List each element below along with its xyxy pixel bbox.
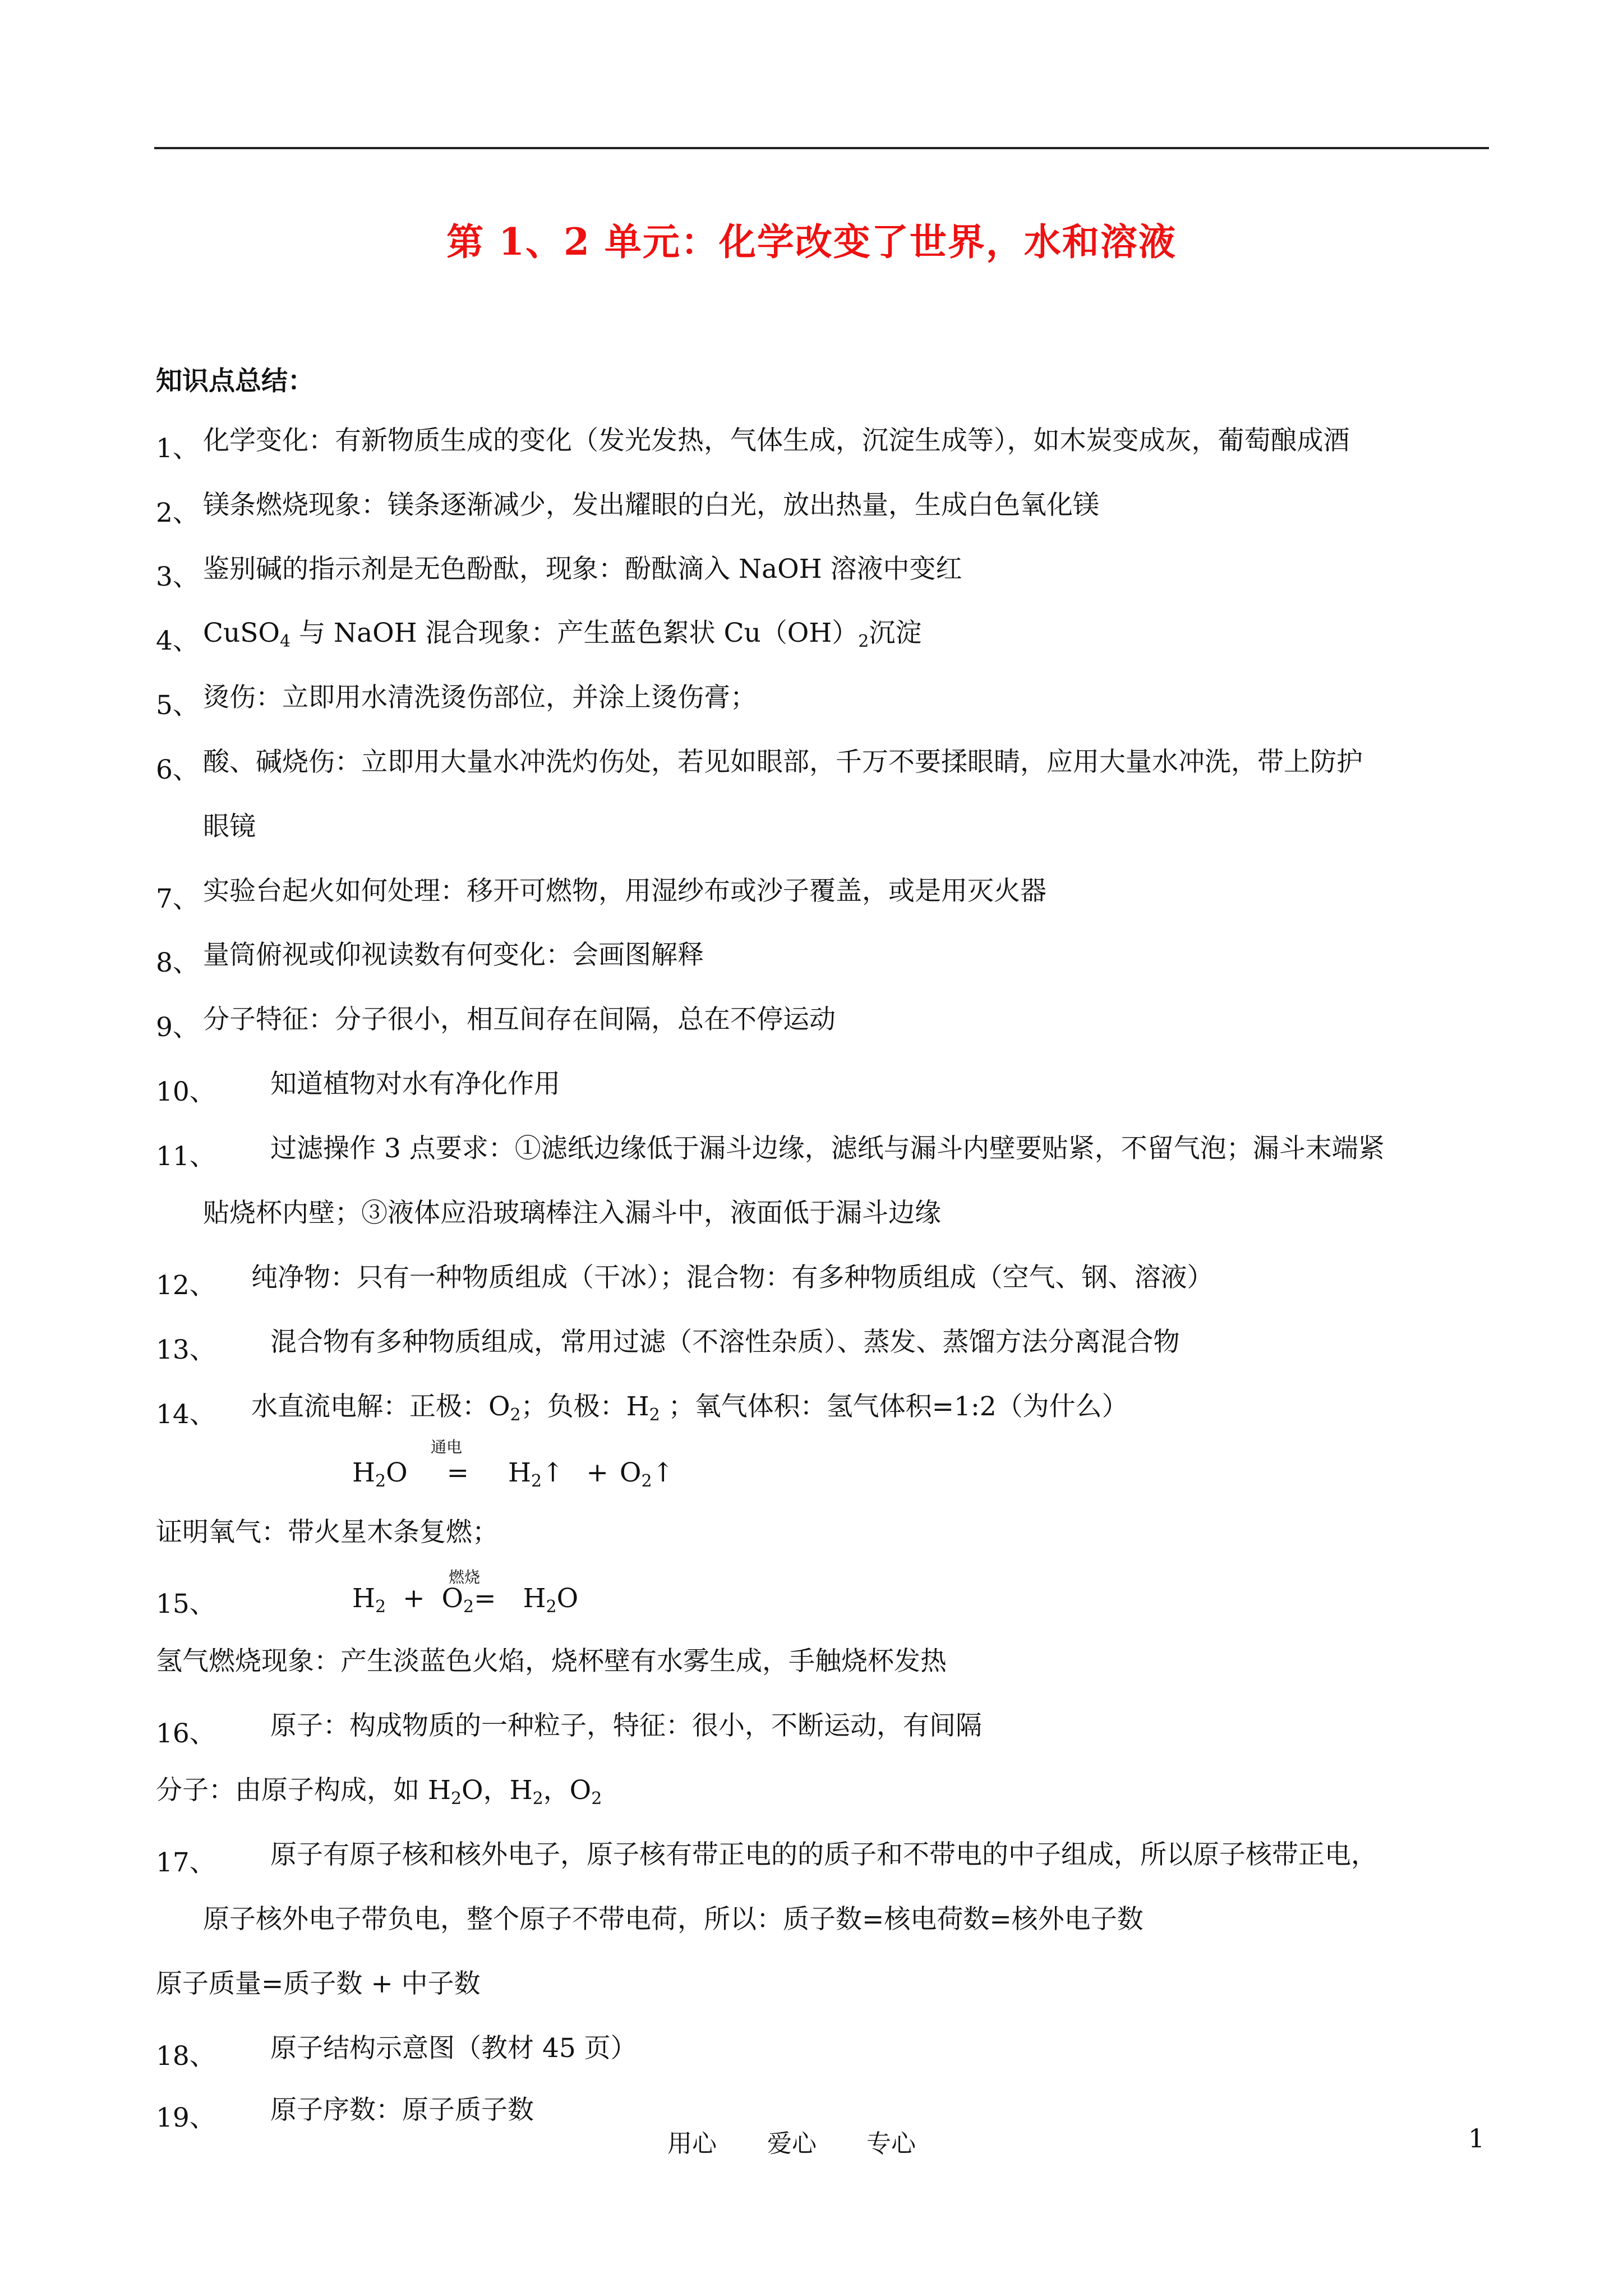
- item-text: 知道植物对水有净化作用: [270, 1069, 560, 1099]
- formula-text: O: [619, 1457, 642, 1488]
- formula-text: 分子：由原子构成，如 H: [156, 1775, 451, 1806]
- item-number: 3、: [156, 562, 199, 592]
- subscript: 2: [858, 632, 869, 651]
- item-text: 烫伤：立即用水清洗烫伤部位，并涂上烫伤膏；: [203, 682, 757, 713]
- note-atomic-mass: 原子质量=质子数 + 中子数: [156, 1968, 481, 1999]
- item-number: 17、: [156, 1847, 216, 1878]
- equals-sign: =: [474, 1583, 496, 1614]
- subscript: 2: [375, 1471, 386, 1491]
- subscript: 2: [591, 1789, 602, 1809]
- formula-text: CuSO: [203, 618, 280, 648]
- item-number: 19、: [156, 2102, 216, 2133]
- item-number: 8、: [156, 947, 199, 978]
- item-text: 原子：构成物质的一种粒子，特征：很小，不断运动，有间隔: [270, 1710, 982, 1741]
- item-text: 量筒俯视或仰视读数有何变化：会画图解释: [203, 940, 704, 970]
- electrolysis-equation: [352, 1457, 674, 1491]
- item-number: 13、: [156, 1335, 216, 1365]
- reaction-condition: 燃烧: [449, 1568, 481, 1586]
- note-oxygen-test: 证明氧气：带火星木条复燃；: [156, 1517, 499, 1548]
- subscript: 2: [531, 1471, 542, 1491]
- section-heading: 知识点总结：: [156, 366, 314, 397]
- item-number: 16、: [156, 1718, 216, 1749]
- item-text: [251, 1390, 1128, 1424]
- subscript: 2: [450, 1789, 462, 1809]
- item-number: 18、: [156, 2041, 216, 2072]
- subscript: 2: [375, 1597, 386, 1617]
- item-text: 实验台起火如何处理：移开可燃物，用湿纱布或沙子覆盖，或是用灭火器: [203, 876, 1046, 907]
- item-text: 纯净物：只有一种物质组成（干冰）；混合物：有多种物质组成（空气、钢、溶液）: [251, 1262, 1214, 1293]
- item-text: 过滤操作 3 点要求：①滤纸边缘低于漏斗边缘，滤纸与漏斗内壁要贴紧，不留气泡；漏斗末端紧: [270, 1133, 1385, 1164]
- item-text: 酸、碱烧伤：立即用大量水冲洗灼伤处，若见如眼部，千万不要揉眼睛，应用大量水冲洗，带上防护: [203, 747, 1363, 777]
- item-number: 11、: [156, 1141, 216, 1172]
- item-text: 原子序数：原子质子数: [270, 2095, 534, 2125]
- subscript: 2: [532, 1789, 543, 1809]
- item-number: 9、: [156, 1012, 199, 1043]
- formula-text: 沉淀: [869, 618, 922, 648]
- page-number: 1: [1468, 2123, 1485, 2154]
- item-number: 5、: [156, 690, 199, 721]
- equals-sign: =: [446, 1457, 469, 1488]
- item-text: 镁条燃烧现象：镁条逐渐减少，发出耀眼的白光，放出热量，生成白色氧化镁: [203, 490, 1099, 521]
- item-number: 7、: [156, 884, 199, 914]
- gas-arrow-icon: ↑: [542, 1457, 564, 1488]
- formula-text: ；负极：H: [520, 1391, 649, 1422]
- formula-text: H: [352, 1457, 375, 1488]
- item-text: 鉴别碱的指示剂是无色酚酞，现象：酚酞滴入 NaOH 溶液中变红: [203, 554, 962, 585]
- item-number: 15、: [156, 1589, 216, 1619]
- subscript: 2: [510, 1405, 521, 1425]
- formula-text: O: [386, 1457, 408, 1488]
- formula-text: H: [352, 1583, 375, 1614]
- item-text-continued: 眼镜: [203, 811, 256, 842]
- hydrogen-combustion-equation: [352, 1583, 579, 1617]
- item-number: 12、: [156, 1270, 216, 1301]
- note-hydrogen-combustion: 氢气燃烧现象：产生淡蓝色火焰，烧杯壁有水雾生成，手触烧杯发热: [156, 1646, 947, 1677]
- note-molecule: [156, 1774, 602, 1807]
- item-text: [203, 616, 921, 650]
- item-number: 2、: [156, 498, 199, 528]
- formula-text: H: [523, 1583, 546, 1614]
- item-text: 原子结构示意图（教材 45 页）: [270, 2033, 637, 2064]
- formula-text: H: [508, 1457, 532, 1488]
- footer-word: 爱心: [767, 2129, 817, 2158]
- formula-text: O: [441, 1583, 464, 1614]
- gas-arrow-icon: ↑: [652, 1457, 674, 1488]
- formula-text: 与 NaOH 混合现象：产生蓝色絮状 Cu（OH）: [291, 618, 859, 648]
- item-number: 1、: [156, 433, 199, 464]
- subscript: 2: [463, 1597, 474, 1617]
- formula-text: O，H: [462, 1775, 533, 1806]
- reaction-condition: 通电: [431, 1438, 463, 1456]
- plus-sign: +: [403, 1583, 425, 1614]
- item-number: 6、: [156, 754, 199, 785]
- footer-word: 用心: [667, 2129, 717, 2158]
- page-title: 第 1、2 单元：化学改变了世界，水和溶液: [446, 220, 1177, 264]
- item-text-continued: 原子核外电子带负电，整个原子不带电荷，所以：质子数=核电荷数=核外电子数: [203, 1904, 1144, 1935]
- subscript: 2: [641, 1471, 652, 1491]
- item-text: 化学变化：有新物质生成的变化（发光发热，气体生成，沉淀生成等），如木炭变成灰，葡萄酿成酒: [203, 425, 1350, 456]
- item-text: 分子特征：分子很小，相互间存在间隔，总在不停运动: [203, 1004, 836, 1035]
- formula-text: O: [556, 1583, 579, 1614]
- item-number: 14、: [156, 1399, 216, 1430]
- subscript: 2: [546, 1597, 557, 1617]
- formula-text: ；氧气体积：氢气体积=1:2（为什么）: [660, 1391, 1128, 1422]
- item-text-continued: 贴烧杯内壁；③液体应沿玻璃棒注入漏斗中，液面低于漏斗边缘: [203, 1198, 941, 1228]
- plus-sign: +: [586, 1457, 608, 1488]
- item-number: 10、: [156, 1076, 216, 1107]
- header-rule: [154, 147, 1489, 149]
- item-number: 4、: [156, 625, 199, 656]
- formula-text: 水直流电解：正极：O: [251, 1391, 510, 1422]
- footer-word: 专心: [866, 2129, 916, 2158]
- item-text: 混合物有多种物质组成，常用过滤（不溶性杂质）、蒸发、蒸馏方法分离混合物: [270, 1327, 1180, 1358]
- subscript: 2: [649, 1405, 660, 1425]
- formula-text: ，O: [543, 1775, 592, 1806]
- subscript: 4: [279, 632, 291, 651]
- item-text: 原子有原子核和核外电子，原子核有带正电的的质子和不带电的中子组成，所以原子核带正电，: [270, 1839, 1377, 1870]
